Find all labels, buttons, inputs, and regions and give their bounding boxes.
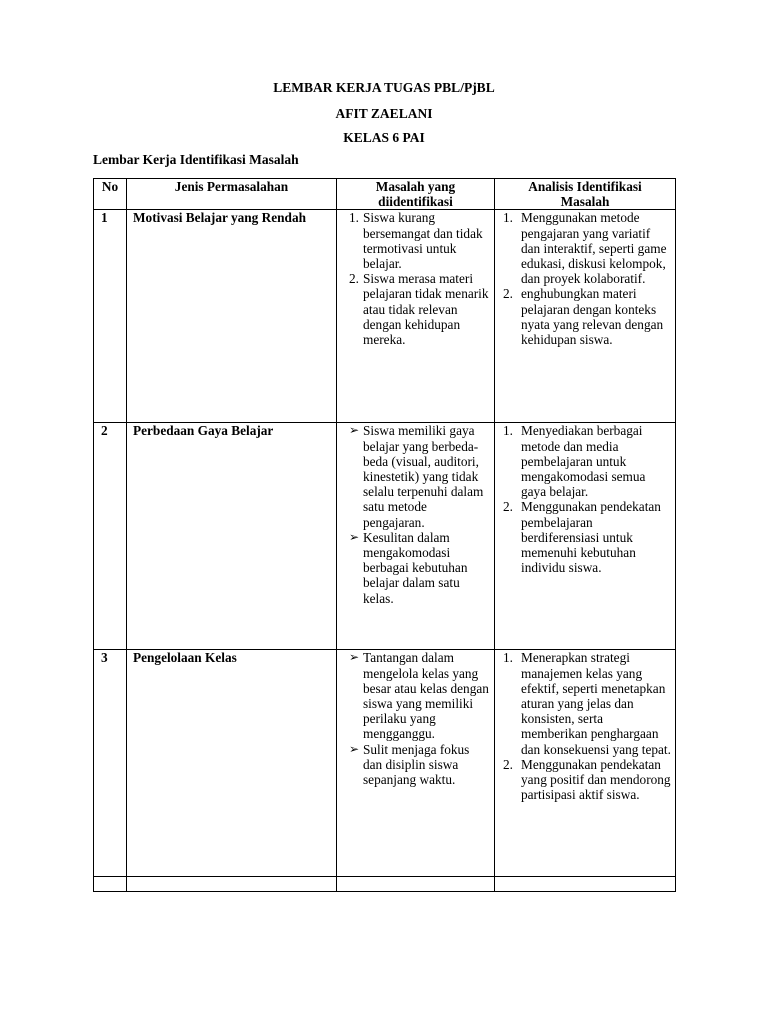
header-jenis: Jenis Permasalahan xyxy=(127,179,337,210)
problem-type: Pengelolaan Kelas xyxy=(127,650,337,877)
table-row xyxy=(94,423,676,650)
problem-analysis xyxy=(495,423,676,650)
list-item: ➢ Siswa memiliki gaya belajar yang berbeda-beda (visual, auditori, kinestetik) yang tidak selalu terpenuhi dalam satu metode pengajaran. xyxy=(341,423,490,529)
list-item: 2. Siswa merasa materi pelajaran tidak menarik atau tidak relevan dengan kehidupan mereka. xyxy=(349,271,489,348)
arrow-bullet-icon: ➢ xyxy=(348,529,359,544)
list-item: 2. Menggunakan pendekatan pembelajaran berdiferensiasi untuk memenuhi kebutuhan individu siswa. xyxy=(503,499,661,576)
empty-cell xyxy=(495,877,676,892)
header-no: No xyxy=(94,179,127,210)
empty-table-row xyxy=(94,877,676,892)
problem-type: Perbedaan Gaya Belajar xyxy=(127,423,337,650)
list-item: 1. Menyediakan berbagai metode dan media pembelajaran untuk mengakomodasi semua gaya belajar. xyxy=(503,423,646,500)
document-title: LEMBAR KERJA TUGAS PBL/PjBL xyxy=(273,80,495,95)
list-item: 1. Menerapkan strategi manajemen kelas yang efektif, seperti menetapkan aturan yang jelas dan konsisten, serta memberikan penghargaan dan konsekuensi yang tepat. xyxy=(503,650,671,757)
list-item: 1. Siswa kurang bersemangat dan tidak termotivasi untuk belajar. xyxy=(349,210,483,272)
list-item: ➢ Sulit menjaga fokus dan disiplin siswa sepanjang waktu. xyxy=(341,742,490,788)
list-item: 1. Menggunakan metode pengajaran yang variatif dan interaktif, seperti game edukasi, diskusi kelompok, dan proyek kolaboratif. xyxy=(503,210,667,287)
header-masalah: Masalah yang diidentifikasi xyxy=(337,179,495,210)
identified-problems xyxy=(337,650,495,877)
row-number: 1 xyxy=(94,210,127,423)
problem-analysis xyxy=(495,210,676,423)
problem-analysis xyxy=(495,650,676,877)
worksheet-subtitle: Lembar Kerja Identifikasi Masalah xyxy=(93,152,299,167)
list-item: 2. Menggunakan pendekatan yang positif dan mendorong partisipasi aktif siswa. xyxy=(503,756,671,803)
author-name: AFIT ZAELANI xyxy=(335,106,433,121)
empty-cell xyxy=(94,877,127,892)
class-label: KELAS 6 PAI xyxy=(343,130,425,145)
arrow-bullet-icon: ➢ xyxy=(348,423,359,438)
header-analisis: Analisis Identifikasi Masalah xyxy=(495,179,676,210)
row-number: 2 xyxy=(94,423,127,650)
problem-identification-table xyxy=(93,178,676,892)
list-item: 2. enghubungkan materi pelajaran dengan konteks nyata yang relevan dengan kehidupan siswa. xyxy=(503,286,664,348)
arrow-bullet-icon: ➢ xyxy=(348,650,359,665)
arrow-bullet-icon: ➢ xyxy=(348,741,359,756)
table-header-row xyxy=(94,179,676,210)
empty-cell xyxy=(337,877,495,892)
identified-problems xyxy=(337,210,495,423)
row-number: 3 xyxy=(94,650,127,877)
list-item: ➢ Tantangan dalam mengelola kelas yang besar atau kelas dengan siswa yang memiliki perilaku yang mengganggu. xyxy=(341,650,490,741)
table-row xyxy=(94,650,676,877)
list-item: ➢ Kesulitan dalam mengakomodasi berbagai kebutuhan belajar dalam satu kelas. xyxy=(341,530,490,606)
identified-problems xyxy=(337,423,495,650)
problem-type: Motivasi Belajar yang Rendah xyxy=(127,210,337,423)
table-row xyxy=(94,210,676,423)
empty-cell xyxy=(127,877,337,892)
